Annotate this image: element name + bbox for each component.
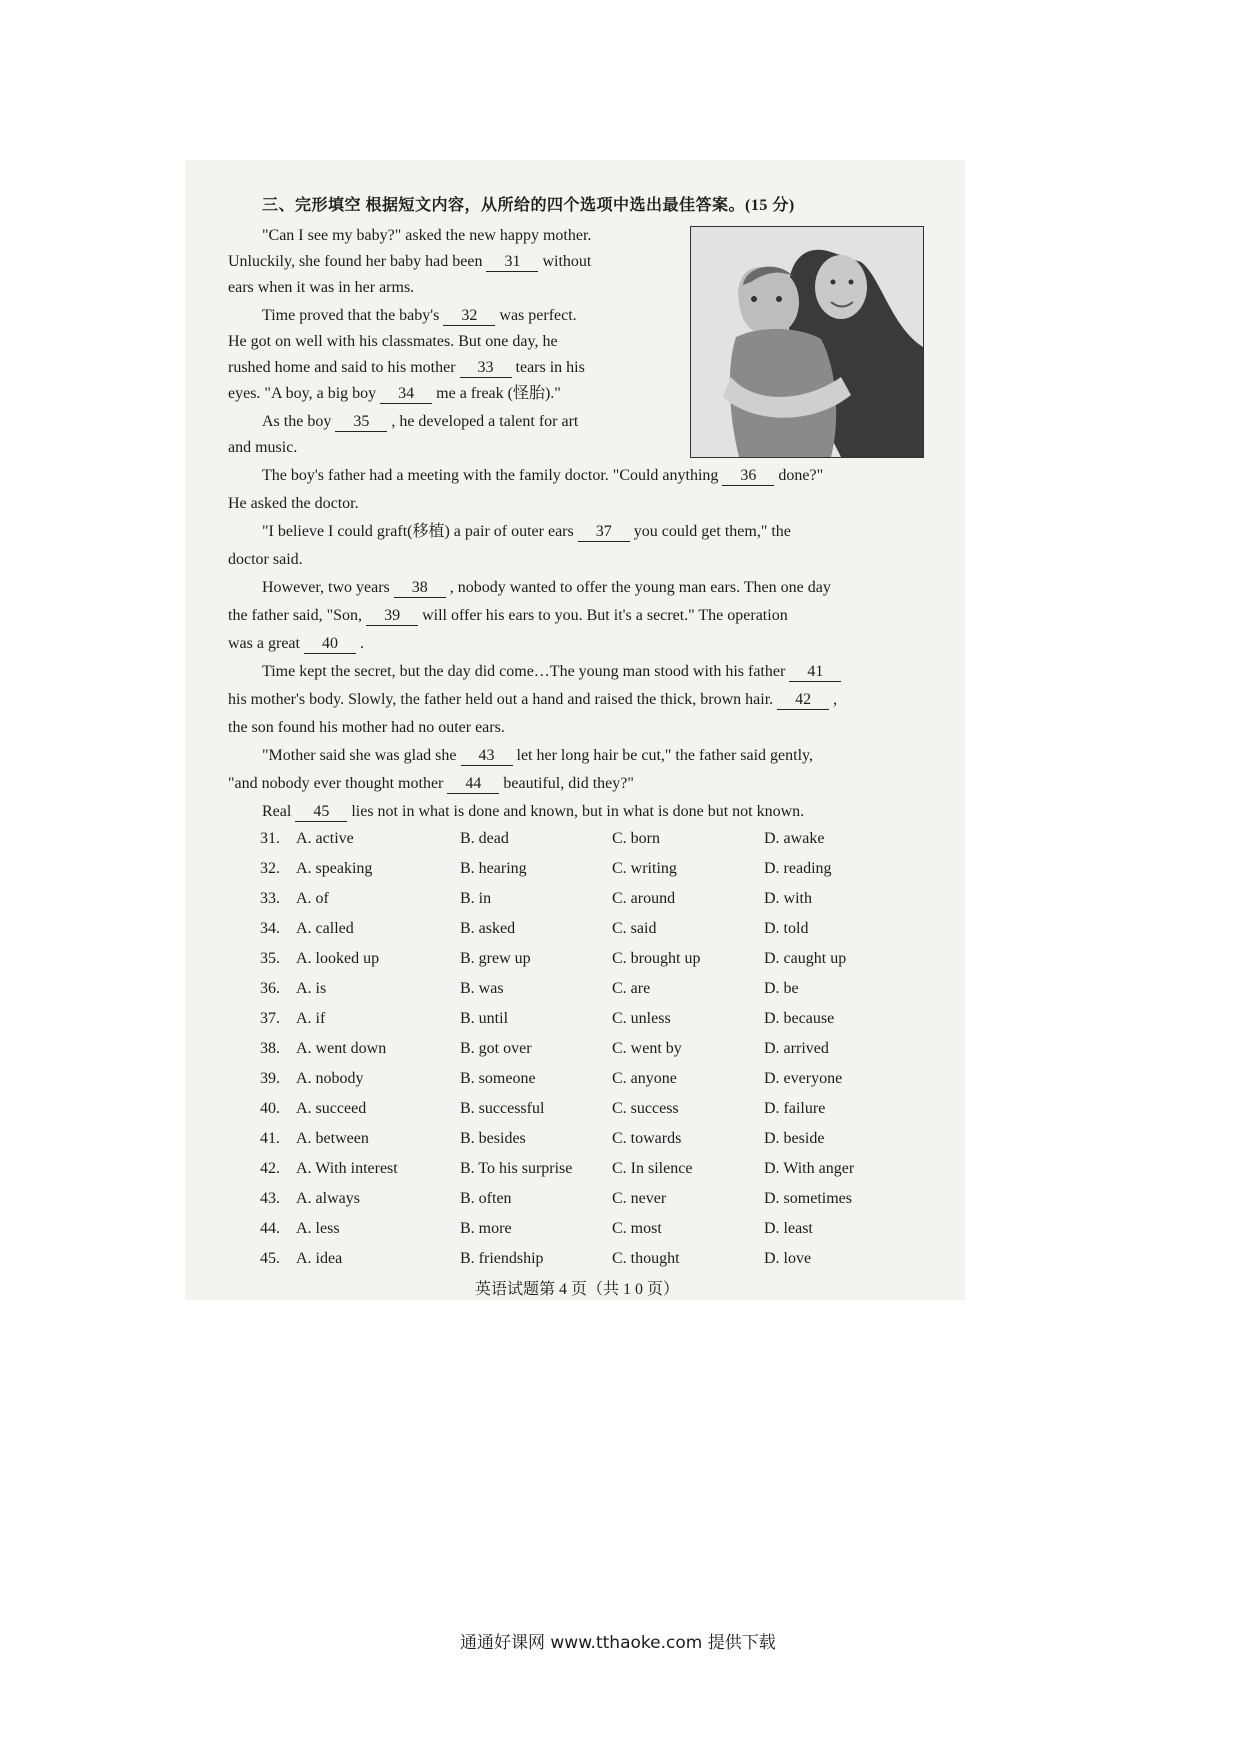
passage-line: "and nobody ever thought mother 44 beautiful, did they?" [228, 775, 634, 792]
blank-43: 43 [461, 747, 513, 766]
passage-line: doctor said. [228, 551, 303, 568]
blank-35: 35 [335, 413, 387, 432]
blank-45: 45 [295, 803, 347, 822]
passage-line: He got on well with his classmates. But one day, he [228, 333, 558, 350]
passage-line: However, two years 38 , nobody wanted to offer the young man ears. Then one day [262, 579, 831, 596]
blank-37: 37 [578, 523, 630, 542]
passage-line: ears when it was in her arms. [228, 279, 415, 296]
mother-and-child-photo [690, 226, 924, 458]
blank-40: 40 [304, 635, 356, 654]
blank-31: 31 [486, 253, 538, 272]
passage-line: "Can I see my baby?" asked the new happy mother. [262, 227, 592, 244]
passage-line: his mother's body. Slowly, the father held out a hand and raised the thick, brown hair. 42 , [228, 691, 838, 708]
passage-line: Time kept the secret, but the day did come…The young man stood with his father 41 [262, 662, 845, 682]
passage-line: was a great 40 . [228, 635, 364, 652]
page-number: 英语试题第 4 页（共 1 0 页） [475, 1281, 680, 1298]
blank-42: 42 [777, 691, 829, 710]
passage-line: As the boy 35 , he developed a talent for art [262, 413, 579, 430]
blank-44: 44 [447, 775, 499, 794]
passage-line: "I believe I could graft(移植) a pair of outer ears 37 you could get them," the [262, 523, 791, 540]
passage-line: Unluckily, she found her baby had been 31 without [228, 253, 592, 270]
blank-38: 38 [394, 579, 446, 598]
site-footer: 通通好课网 www.tthaoke.com 提供下载 [460, 1633, 776, 1653]
passage-line: "Mother said she was glad she 43 let her long hair be cut," the father said gently, [262, 747, 813, 764]
passage-line: the son found his mother had no outer ears. [228, 719, 505, 736]
passage-line: Time proved that the baby's 32 was perfect. [262, 307, 577, 324]
passage-line: The boy's father had a meeting with the family doctor. "Could anything 36 done?" [262, 467, 824, 484]
section-title: 三、完形填空 根据短文内容，从所给的四个选项中选出最佳答案。(15 分) [262, 197, 795, 214]
passage-line: Real 45 lies not in what is done and known, but in what is done but not known. [262, 803, 805, 820]
blank-41: 41 [789, 663, 841, 682]
blank-34: 34 [380, 385, 432, 404]
blank-32: 32 [443, 307, 495, 326]
blank-39: 39 [366, 607, 418, 626]
blank-36: 36 [722, 467, 774, 486]
passage-line: He asked the doctor. [228, 495, 359, 512]
blank-33: 33 [460, 359, 512, 378]
passage-line: eyes. "A boy, a big boy 34 me a freak (怪胎)." [228, 385, 561, 402]
passage-line: rushed home and said to his mother 33 tears in his [228, 359, 585, 376]
passage-line: and music. [228, 439, 298, 456]
passage-line: the father said, "Son, 39 will offer his ears to you. But it's a secret." The operation [228, 607, 788, 624]
